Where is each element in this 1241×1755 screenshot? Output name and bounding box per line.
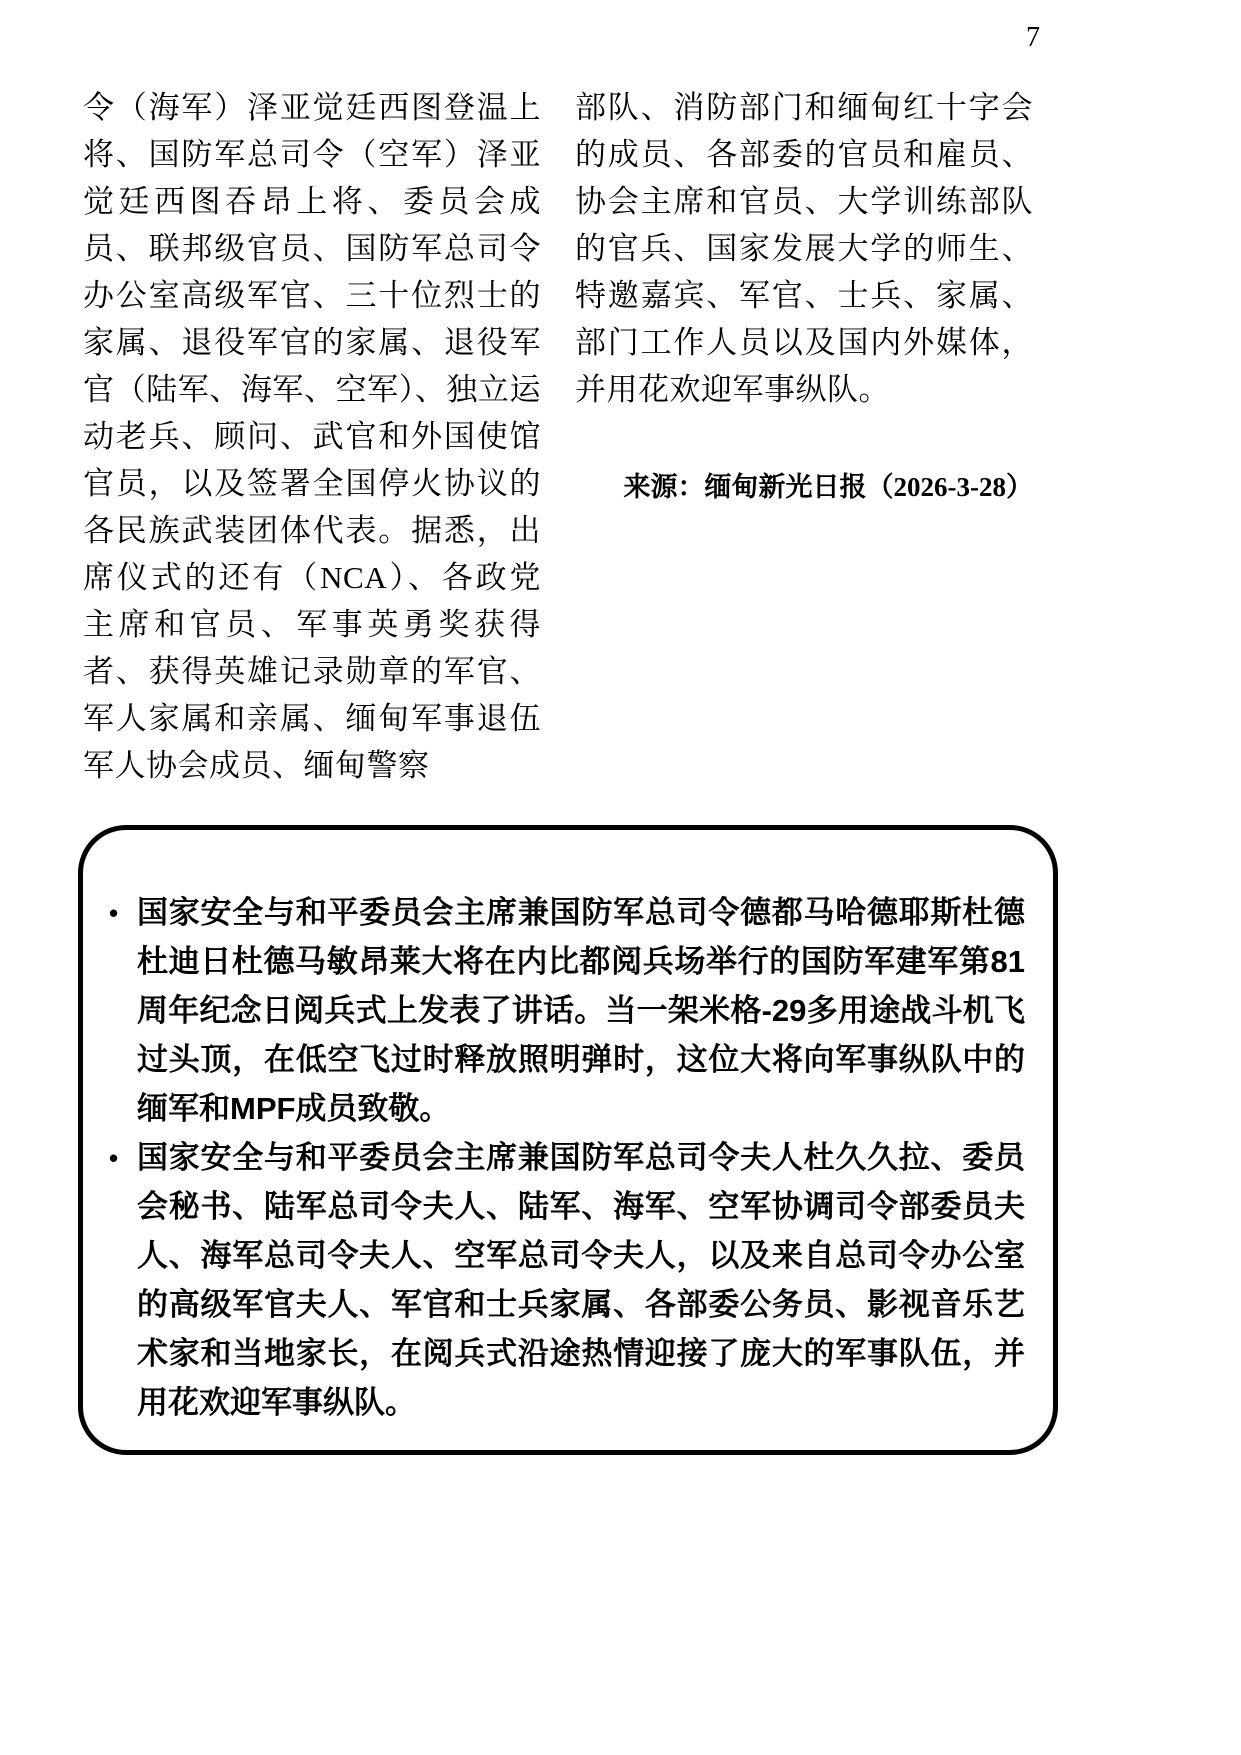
bullet-list bbox=[105, 888, 1025, 1427]
source-line: 来源：缅甸新光日报（2026-3-28） bbox=[623, 472, 1033, 502]
left-column bbox=[83, 84, 541, 789]
bullet-icon: • bbox=[109, 1143, 119, 1173]
bullet-text: 国家安全与和平委员会主席兼国防军总司令夫人杜久久拉、委员会秘书、陆军总司令夫人、陆军、海军、空军协调司令部委员夫人、海军总司令夫人、空军总司令夫人，以及来自总司令办公室的高级军官夫人、军官和士兵家属、各部委公务员、影视音乐艺术家和当地家长，在阅兵式沿途热情迎接了庞大的军事队伍，并用花欢迎军事纵队。 bbox=[137, 1140, 1025, 1420]
right-column bbox=[575, 84, 1033, 789]
bullet-icon: • bbox=[109, 898, 119, 928]
bullet-item bbox=[105, 888, 1025, 1133]
bullet-item bbox=[105, 1133, 1025, 1427]
bullet-text: 国家安全与和平委员会主席兼国防军总司令德都马哈德耶斯杜德杜迪日杜德马敏昂莱大将在内比都阅兵场举行的国防军建军第81周年纪念日阅兵式上发表了讲话。当一架米格-29多用途战斗机飞过头顶，在低空飞过时释放照明弹时，这位大将向军事纵队中的缅军和MPF成员致敬。 bbox=[137, 895, 1025, 1126]
summary-callout-box bbox=[78, 825, 1058, 1455]
left-column-paragraph: 令（海军）泽亚觉廷西图登温上将、国防军总司令（空军）泽亚觉廷西图吞昂上将、委员会成员、联邦级官员、国防军总司令办公室高级军官、三十位烈士的家属、退役军官的家属、退役军官（陆军、海军、空军）、独立运动老兵、顾问、武官和外国使馆官员，以及签署全国停火协议的各民族武装团体代表。据悉，出席仪式的还有（NCA）、各政党主席和官员、军事英勇奖获得者、获得英雄记录勋章的军官、军人家属和亲属、缅甸军事退伍军人协会成员、缅甸警察 bbox=[83, 90, 541, 783]
two-column-text-area bbox=[83, 84, 1033, 789]
page-number: 7 bbox=[1026, 22, 1040, 53]
right-column-paragraph: 部队、消防部门和缅甸红十字会的成员、各部委的官员和雇员、协会主席和官员、大学训练部队的官兵、国家发展大学的师生、特邀嘉宾、军官、士兵、家属、部门工作人员以及国内外媒体，并用花欢迎军事纵队。 bbox=[575, 90, 1033, 407]
